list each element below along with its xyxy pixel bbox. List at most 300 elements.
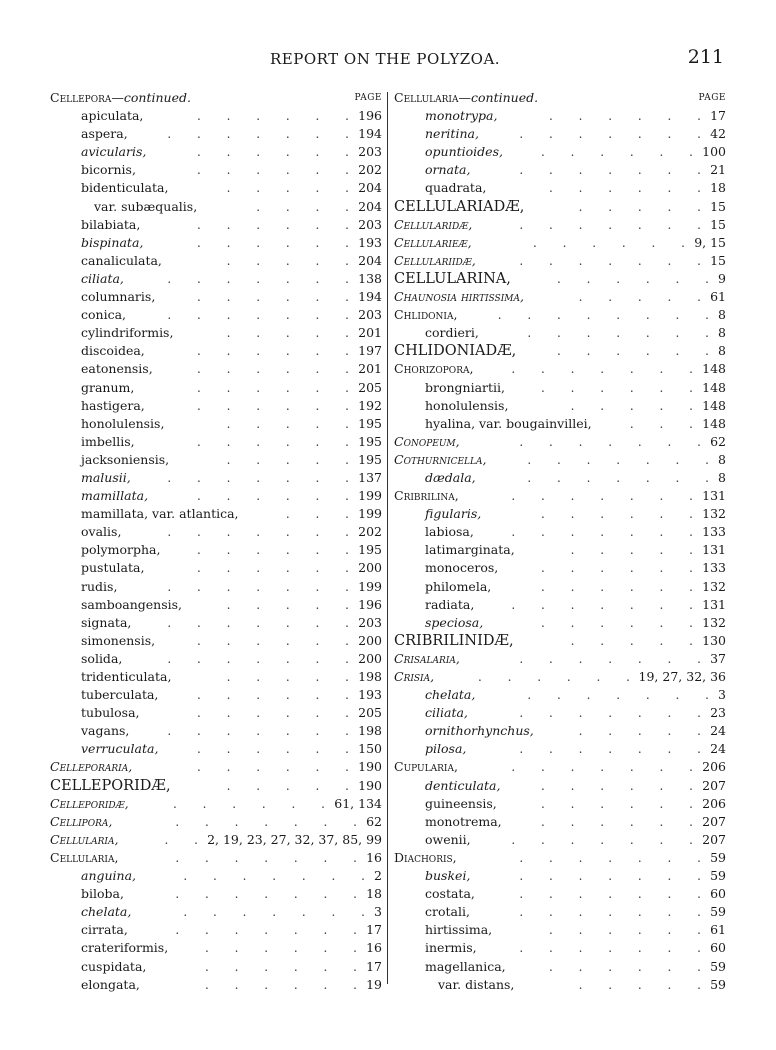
index-entry [50,324,384,342]
dot-leader: . . . . . . . [527,470,709,485]
index-term: buskei, [425,868,471,884]
page-reference: 198 [355,722,382,740]
dot-leader: . . . . . . . [519,941,701,956]
dot-leader: . . . . . . . [519,434,701,449]
index-entry [394,487,728,505]
dot-leader: . . . . . . [197,362,349,377]
index-term: signata, [81,614,132,630]
index-term: Diachoris, [394,849,457,865]
dot-leader: . . . . . . [557,344,709,359]
index-entry [50,758,384,776]
page-reference: 201 [355,324,382,342]
page-reference: 59 [707,976,726,994]
page-reference: 200 [355,559,382,577]
index-term: CELLULARIADÆ, [394,198,525,215]
index-entry [394,161,728,179]
index-term: costata, [425,886,475,902]
dot-leader: . . . . . . . [175,923,357,938]
page-reference: 148 [699,360,726,378]
dot-leader: . . . . . . [478,670,630,684]
page-reference: 15 [707,216,726,234]
page-reference: 133 [699,523,726,541]
page-reference: 206 [699,758,726,776]
index-entry [50,288,384,306]
dot-leader: . . . . . [226,670,349,684]
index-term: eatonensis, [81,361,153,377]
page-reference: 132 [699,578,726,596]
index-entry [50,578,384,596]
dot-leader: . . . . . . [557,271,709,286]
index-entry [394,360,728,378]
page-reference: 205 [355,704,382,722]
page-reference: 196 [355,107,382,125]
dot-leader: . . . . . [570,633,693,648]
index-term: granum, [81,379,135,395]
index-entry [394,758,728,776]
dot-leader: . . . . . . . [167,651,349,666]
page-reference: 3 [715,686,726,704]
index-term: Cellularia—continued. [394,90,539,105]
dot-leader: . . . . . [226,326,349,341]
index-term: Chaunosia hirtissima, [394,289,524,305]
page-reference: 190 [355,758,382,776]
dot-leader: . . . . . . [173,796,325,811]
page-reference: 132 [699,614,726,632]
page-reference: 194 [355,288,382,306]
index-term: crotali, [425,904,470,920]
dot-leader: . . [164,832,198,847]
index-entry [50,976,384,994]
dot-leader: . . . . . . [549,109,701,124]
dot-leader: . . . . . [578,290,701,305]
page-reference: 195 [355,451,382,469]
page-reference: 19 [363,976,382,994]
page-reference: 60 [707,939,726,957]
dot-leader: . . . . . . . [519,869,701,884]
page-reference: 59 [707,867,726,885]
index-entry [394,849,728,867]
page-reference: 148 [699,379,726,397]
dot-leader: . . . . . . [541,145,693,160]
page-reference: 138 [355,270,382,288]
dot-leader: . . . . . . [197,145,349,160]
dot-leader: . . . . . . [197,290,349,305]
page-reference: 199 [355,487,382,505]
dot-leader: . . . . . [226,416,349,431]
dot-leader: . . . . . . . [519,905,701,920]
dot-leader: . . . . . . [541,778,693,793]
index-entry [394,179,728,197]
index-term: monotrypa, [425,108,498,124]
index-term: conica, [81,307,127,323]
index-entry [394,885,728,903]
index-entry [50,107,384,125]
index-term: Chlidonia, [394,307,458,323]
dot-leader: . . . . . . [541,814,693,829]
index-entry [394,415,728,433]
index-term: CELLULARINA, [394,270,511,287]
page-reference: 8 [715,451,726,469]
index-term: ciliata, [425,705,468,721]
index-term: cylindriformis, [81,325,174,341]
page-number: 211 [687,46,724,68]
index-term: hirtissima, [425,922,493,938]
index-entry [50,179,384,197]
index-term: bicornis, [81,162,136,178]
index-entry [394,523,728,541]
dot-leader: . . . . . . . [167,724,349,739]
index-term: Cellipora, [50,813,113,829]
dot-leader: . . . . . . . [527,688,709,703]
page-reference: 130 [699,632,726,650]
index-entry [50,795,384,813]
page-reference: 196 [355,596,382,614]
index-term: discoidea, [81,343,145,359]
page-reference: 8 [715,324,726,342]
page-reference: 206 [699,795,726,813]
index-term: brongniartii, [425,379,506,395]
index-entry [394,324,728,342]
page-reference: 199 [355,505,382,523]
dot-leader: . . . . . . . [519,651,701,666]
index-term: Crisia, [394,669,435,684]
index-term: ovalis, [81,524,122,540]
index-entry [50,813,384,831]
index-term: CELLEPORIDÆ, [50,777,171,794]
index-entry [394,288,728,306]
index-entry [394,433,728,451]
index-entry [50,885,384,903]
page-reference: 195 [355,415,382,433]
page-reference: 61, 134 [331,795,382,813]
index-term: Celleporaria, [50,759,133,775]
index-term: rudis, [81,578,118,594]
index-entry [50,686,384,704]
index-term: philomela, [425,578,492,594]
page-reference: 100 [699,143,726,161]
index-entry [394,541,728,559]
dot-leader: . . . . . . . [527,326,709,341]
index-entry [50,614,384,632]
page-reference: 18 [363,885,382,903]
index-term: opuntioides, [425,144,503,160]
index-term: latimarginata, [425,542,515,558]
page-reference: 131 [699,541,726,559]
dot-leader: . . . . . . . [519,742,701,757]
index-term: jacksoniensis, [81,451,170,467]
dot-leader: . . . . . . [197,235,349,250]
dot-leader: . . . . . . . [175,814,357,829]
dot-leader: . . . . [256,199,349,214]
page-reference: 203 [355,216,382,234]
index-term: polymorpha, [81,542,161,558]
index-entry [394,559,728,577]
index-entry [50,958,384,976]
page-reference: 132 [699,505,726,523]
page-reference: 197 [355,342,382,360]
index-term: hastigera, [81,397,145,413]
dot-leader: . . . . . . . [519,217,701,232]
index-entry [50,903,384,921]
index-term: imbellis, [81,433,135,449]
page-reference: 203 [355,143,382,161]
index-term: honolulensis, [425,397,509,413]
page-reference: 148 [699,397,726,415]
index-entry [394,342,728,360]
page-reference: 202 [355,161,382,179]
index-entry [50,831,384,849]
index-entry [394,198,728,216]
dot-leader: . . . . . . . [183,869,365,884]
index-entry [394,650,728,668]
index-entry [50,487,384,505]
page-reference: 8 [715,306,726,324]
page-reference: 19, 27, 32, 36 [636,668,726,686]
index-term: Celleporidæ, [50,795,129,811]
page-reference: 193 [355,686,382,704]
page-reference: 61 [707,921,726,939]
dot-leader: . . . . . . [541,796,693,811]
index-entry [50,161,384,179]
dot-leader: . . . . . [226,452,349,467]
page-reference: 24 [707,722,726,740]
dot-leader: . . . . . . . [519,127,701,142]
index-entry [50,777,384,795]
index-entry [394,777,728,795]
page-reference: 9, 15 [691,234,726,252]
index-entry [50,198,384,216]
dot-leader: . . . . . . [197,561,349,576]
dot-leader: . . . . . . [197,380,349,395]
index-entry [394,596,728,614]
dot-leader: . . . . . . [197,434,349,449]
index-entry [394,740,728,758]
dot-leader: . . . . . . [197,163,349,178]
dot-leader: . . . . . . [197,543,349,558]
page-reference: 193 [355,234,382,252]
index-entry [50,469,384,487]
index-term: quadrata, [425,180,487,196]
index-term: Crisalaria, [394,650,460,666]
index-entry [394,469,728,487]
index-entry [394,795,728,813]
page-reference: 194 [355,125,382,143]
dot-leader: . . . . . [226,253,349,268]
index-entry [394,505,728,523]
dot-leader: . . . . . . [197,706,349,721]
dot-leader: . . . . . . . [519,887,701,902]
page-reference: 8 [715,342,726,360]
dot-leader: . . . . . . . [183,905,365,920]
index-entry [50,523,384,541]
index-term: honolulensis, [81,415,165,431]
dot-leader: . . . . . . [541,579,693,594]
index-entry [50,650,384,668]
index-entry [394,668,728,686]
page-reference: 42 [707,125,726,143]
dot-leader: . . . . . . [197,633,349,648]
index-term: Cellularidæ, [394,216,473,232]
index-term: neritina, [425,126,479,142]
page-reference: 8 [715,469,726,487]
index-term: simonensis, [81,632,156,648]
index-term: Cribrilina, [394,488,459,504]
page-column-label: PAGE [698,93,726,103]
index-entry [394,958,728,976]
page-reference: 150 [355,740,382,758]
index-term: var. subæqualis, [94,198,198,214]
index-entry [50,143,384,161]
page-reference: 192 [355,397,382,415]
index-term: monotrema, [425,813,502,829]
dot-leader: . . . . . . . [511,832,693,847]
dot-leader: . . . . . . [541,561,693,576]
index-term: ciliata, [81,270,124,286]
index-entry [394,632,728,650]
page-reference: 17 [363,921,382,939]
index-entry [50,397,384,415]
index-entry [50,704,384,722]
index-term: apiculata, [81,108,144,124]
column-heading [50,89,384,107]
dot-leader: . . . . . . [205,959,357,974]
index-term: pilosa, [425,741,467,757]
index-term: elongata, [81,976,140,992]
page-reference: 59 [707,903,726,921]
index-entry [394,867,728,885]
index-term: anguina, [81,868,137,884]
dot-leader: . . . . . . . . [497,308,709,323]
page-reference: 207 [699,777,726,795]
index-term: mamillata, [81,488,149,504]
index-entry [50,360,384,378]
index-entry [50,270,384,288]
dot-leader: . . . . . . . [511,362,693,377]
index-term: labiosa, [425,524,474,540]
index-term: tubulosa, [81,705,140,721]
dot-leader: . . . . . . [541,380,693,395]
index-entry [394,921,728,939]
page-reference: 15 [707,252,726,270]
dot-leader: . . . . . . [197,344,349,359]
index-entry [50,125,384,143]
dot-leader: . . . . . . . [511,525,693,540]
index-term: tuberculata, [81,687,159,703]
dot-leader: . . . . . . [549,923,701,938]
index-entry [50,451,384,469]
index-entry [394,903,728,921]
dot-leader: . . . . . . . [167,470,349,485]
index-term: bispinata, [81,234,144,250]
dot-leader: . . . [285,507,349,522]
dot-leader: . . . . . . . [511,760,693,775]
index-entry [50,306,384,324]
dot-leader: . . . . . . . [167,308,349,323]
index-entry [50,849,384,867]
index-entry [50,867,384,885]
page-reference: 200 [355,632,382,650]
page-reference: 17 [363,958,382,976]
index-entry [394,252,728,270]
index-term: Cellularia, [50,849,119,865]
index-term: Conopeum, [394,433,460,449]
index-term: CRIBRILINIDÆ, [394,632,514,649]
dot-leader: . . . . . [570,398,693,413]
index-term: ornata, [425,162,471,178]
index-entry [50,252,384,270]
index-term: var. distans, [438,976,515,992]
page-reference: 203 [355,614,382,632]
page-reference: 204 [355,198,382,216]
index-term: solida, [81,650,123,666]
index-entry [394,306,728,324]
index-term: chelata, [81,904,132,920]
page-reference: 37 [707,650,726,668]
index-term: owenii, [425,831,471,847]
dot-leader: . . . . . . [197,688,349,703]
index-entry [394,976,728,994]
index-term: magellanica, [425,958,506,974]
dot-leader: . . . [629,416,693,431]
dot-leader: . . . . . [570,543,693,558]
page-reference: 198 [355,668,382,686]
dot-leader: . . . . . . . [519,850,701,865]
page-reference: 200 [355,650,382,668]
index-term: Cellulariidæ, [394,252,476,268]
index-term: monoceros, [425,560,499,576]
index-entry [50,939,384,957]
index-term: columnaris, [81,289,156,305]
index-entry [50,596,384,614]
page-header [0,44,776,74]
dot-leader: . . . . . . . [519,163,701,178]
dot-leader: . . . . . . [197,742,349,757]
index-entry [50,342,384,360]
index-term: biloba, [81,886,124,902]
dot-leader: . . . . . . [197,398,349,413]
index-term: samboangensis, [81,596,183,612]
index-term: avicularis, [81,144,147,160]
index-term: figularis, [425,506,482,522]
dot-leader: . . . . . . [541,507,693,522]
index-term: Cellularia, [50,831,119,847]
index-entry [394,397,728,415]
index-entry [394,270,728,288]
index-entry [50,740,384,758]
dot-leader: . . . . . . [197,489,349,504]
dot-leader: . . . . . . [533,235,685,250]
dot-leader: . . . . . [578,724,701,739]
dot-leader: . . . . . . . [511,597,693,612]
page-reference: 16 [363,939,382,957]
index-entry [50,415,384,433]
dot-leader: . . . . . [578,977,701,992]
page-reference: 2 [371,867,382,885]
dot-leader: . . . . . [578,199,701,214]
index-entry [394,379,728,397]
page-reference: 15 [707,198,726,216]
page-reference: 137 [355,469,382,487]
index-term: verruculata, [81,741,159,757]
page-reference: 148 [699,415,726,433]
dot-leader: . . . . . . . [527,452,709,467]
index-term: cuspidata, [81,958,147,974]
page-reference: 59 [707,958,726,976]
page-reference: 190 [355,777,382,795]
index-term: bilabiata, [81,216,141,232]
page-reference: 201 [355,360,382,378]
index-entry [394,614,728,632]
